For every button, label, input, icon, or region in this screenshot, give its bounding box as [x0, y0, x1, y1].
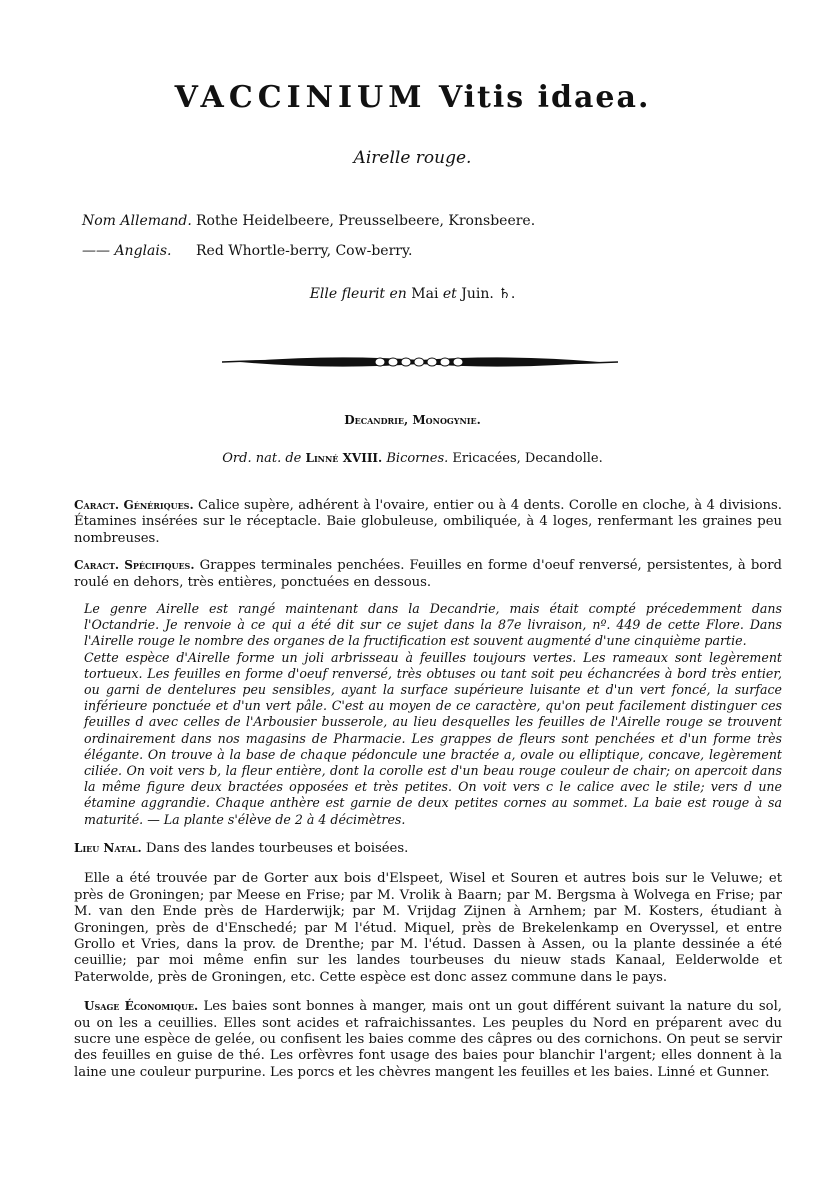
title-species: Vitis idaea. [438, 80, 651, 115]
observation-paragraph-1: Le genre Airelle est rangé maintenant dans la Decandrie, mais était compté précedemment dans l'Octandrie. Je renvoie à ce qui a été dit sur ce sujet dans la 87e livraison, nº. 449 de cette Flore. Dans l'Airelle rouge le nombre des organes de la fructification est souvent augmenté d'une cinquième partie. [84, 601, 782, 649]
flowering-line [0, 286, 825, 302]
ornamental-divider [220, 350, 620, 374]
ord-nat-bicornes: Bicornes. [386, 451, 449, 466]
german-value: Rothe Heidelbeere, Preusselbeere, Kronsbeere. [196, 213, 536, 229]
english-value: Red Whortle-berry, Cow-berry. [196, 243, 413, 259]
common-names [82, 206, 535, 266]
ord-nat-linne: Linné XVIII. [305, 451, 383, 465]
english-label: —— Anglais. [82, 243, 172, 259]
page-title [0, 80, 825, 115]
flowering-text: Elle fleurit en [309, 286, 407, 302]
observations [74, 601, 782, 828]
german-label: Nom Allemand. [82, 213, 192, 229]
native-habitat-label: Lieu Natal. [74, 840, 142, 855]
flowering-month-1: Mai [411, 286, 439, 302]
flowering-conj: et [442, 286, 457, 302]
economic-use-text: Les baies sont bonnes à manger, mais ont un gout différent suivant la nature du sol, ou on les a ceuillies. Elles sont acides et rafraichissantes. Les peuples du Nord en préparent avec du sucre une espèce de gelée, ou confisent les baies comme des câpres ou des cornichons. On peut se servir des feuilles en guise de thé. Les orfèvres font usage des baies pour blanchir l'argent; elles donnent à la laine une couleur purpurine. Les porcs et les chèvres mangent les feuilles et les baies. Linné et Gunner. [74, 999, 782, 1080]
french-name: Airelle rouge. [353, 148, 472, 168]
specific-characters [74, 557, 782, 591]
natural-order [0, 451, 825, 466]
specific-characters-label: Caract. Spécifiques. [74, 558, 195, 573]
native-habitat [74, 840, 782, 857]
linnaean-order: Decandrie, Monogynie. [344, 413, 481, 427]
observation-paragraph-2: Cette espèce d'Airelle forme un joli arbrisseau à feuilles toujours vertes. Les rameaux sont legèrement tortueux. Les feuilles en forme d'oeuf renversé, très obtuses ou tant soit peu échancrées à bord très entier, ou garni de dentelures peu sensibles, ayant la surface supérieure luisante et d'un vert foncé, la surface inférieure ponctuée et d'un vert pâle. C'est au moyen de ce caractère, qu'on peut facilement distinguer ces feuilles d avec celles de l'Arbousier busserole, au lieu desquelles les feuilles de l'Airelle rouge se trouvent ordinairement dans nos magasins de Pharmacie. Les grappes de fleurs sont penchées et d'un forme très élégante. On trouve à la base de chaque pédoncule une bractée a, ovale ou elliptique, concave, legèrement ciliée. On voit vers b, la fleur entière, dont la corolle est d'un beau rouge couleur de chair; on apercoit dans la même figure deux bractées opposées et très petites. On voit vers c le calice avec le stile; vers d une étamine aggrandie. Chaque anthère est garnie de deux petites cornes au sommet. La baie est rouge à sa maturité. — La plante s'élève de 2 à 4 décimètres. [84, 649, 782, 827]
ord-nat-label: Ord. nat. de [222, 451, 302, 466]
localities-paragraph: Elle a été trouvée par de Gorter aux bois d'Elspeet, Wisel et Souren et autres bois sur le Veluwe; et près de Groningen; par Meese en Frise; par M. Vrolik à Baarn; par M. Bergsma à Wolvega en Frise; par M. van den Ende près de Harderwijk; par M. Vrijdag Zijnen à Arnhem; par M. Kosters, étudiant à Groningen, près de d'Enschedé; par M l'étud. Miquel, près de Brekelenkamp en Overyssel, et entre Grollo et Vries, dans la prov. de Drenthe; par M. l'étud. Dassen à Assen, ou la plante dessinée a été ceuillie; par moi même enfin sur les landes tourbeuses du nieuw stads Kanaal, Eelderwolde et Paterwolde, près de Groningen, etc. Cette espèce est donc assez commune dans le pays. [74, 871, 782, 985]
economic-use [74, 998, 782, 1081]
description-body [74, 497, 782, 1091]
flowering-month-2: Juin. ♄. [461, 286, 516, 302]
ord-nat-rest: Ericacées, Decandolle. [452, 451, 603, 466]
generic-characters-label: Caract. Génériques. [74, 498, 194, 512]
economic-use-label: Usage Économique. [84, 999, 199, 1014]
title-genus: VACCINIUM [174, 80, 427, 115]
english-name-row [82, 236, 535, 266]
native-habitat-text: Dans des landes tourbeuses et boisées. [145, 840, 409, 856]
german-name-row [82, 206, 535, 236]
generic-characters-text: Calice supère, adhérent à l'ovaire, entier ou à 4 dents. Corolle en cloche, à 4 divisions. Étamines insérées sur le réceptacle. Baie globuleuse, ombiliquée, à 4 loges, renfermant les graines peu nombreuses. [74, 498, 782, 546]
specific-characters-text: Grappes terminales penchées. Feuilles en forme d'oeuf renversé, persistentes, à bord roulé en dehors, très entières, ponctuées en dessous. [74, 558, 782, 590]
generic-characters [74, 497, 782, 547]
